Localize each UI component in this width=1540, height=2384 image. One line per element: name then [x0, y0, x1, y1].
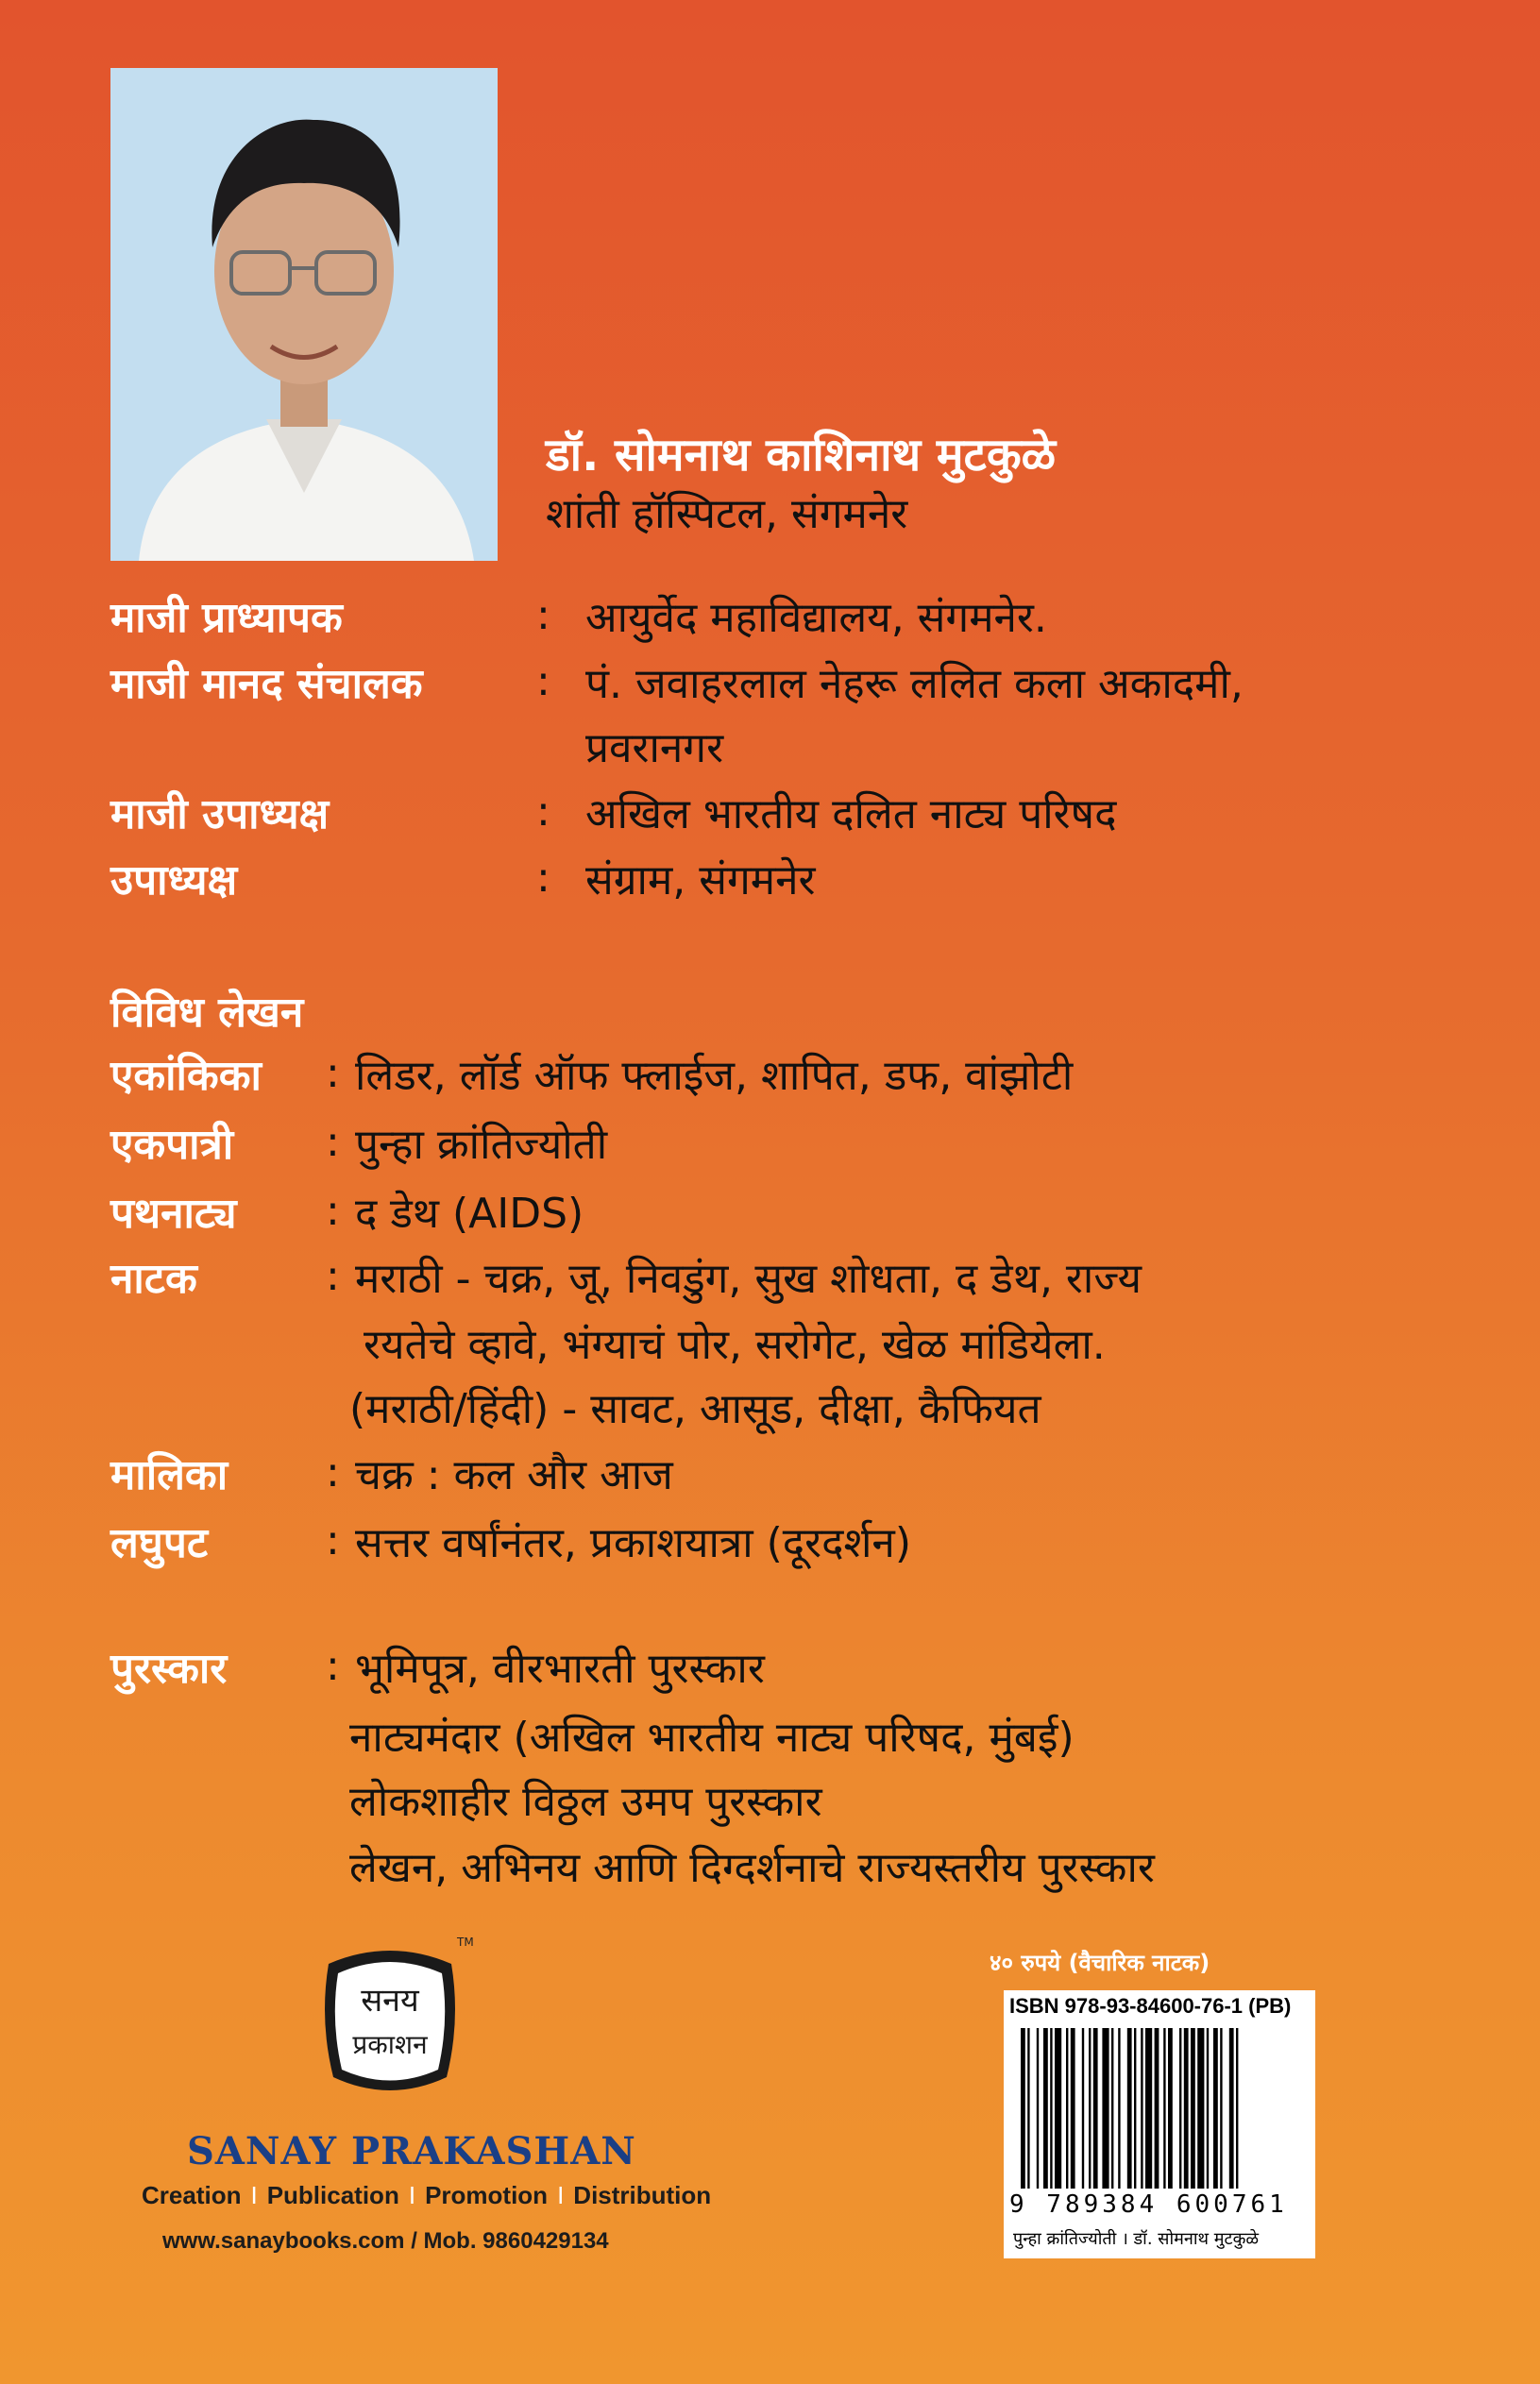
separator: I	[408, 2181, 416, 2209]
barcode-bar	[1134, 2028, 1136, 2189]
barcode-bar	[1043, 2028, 1048, 2189]
author-photo	[110, 68, 498, 561]
awards-label: पुरस्कार	[110, 1645, 228, 1693]
award-item: लेखन, अभिनय आणि दिग्दर्शनाचे राज्यस्तरीय पुरस्कार	[349, 1844, 1155, 1892]
position-label: माजी प्राध्यापक	[110, 594, 343, 642]
publisher-logo	[310, 1936, 470, 2105]
barcode-bar	[1191, 2028, 1195, 2189]
colon: :	[326, 1252, 340, 1300]
writing-value-continued: रयतेचे व्हावे, भंग्याचं पोर, सरोगेट, खेळ मांडियेला.	[364, 1321, 1106, 1369]
writing-label: मालिका	[110, 1451, 228, 1499]
publisher-contact: www.sanaybooks.com / Mob. 9860429134	[162, 2228, 609, 2254]
writing-label: नाटक	[110, 1255, 197, 1303]
award-item: लोकशाहीर विठ्ठल उमप पुरस्कार	[349, 1778, 822, 1826]
barcode-bar	[1093, 2028, 1098, 2189]
barcode-bar	[1118, 2028, 1120, 2189]
position-label: माजी मानद संचालक	[110, 660, 423, 708]
position-value: पं. जवाहरलाल नेहरू ललित कला अकादमी,	[585, 660, 1244, 708]
barcode-bar	[1089, 2028, 1091, 2189]
writing-heading: विविध लेखन	[110, 989, 304, 1037]
barcode-bar	[1066, 2028, 1068, 2189]
barcode-bar	[1179, 2028, 1181, 2189]
colon: :	[326, 1118, 340, 1166]
barcode-bar	[1050, 2028, 1052, 2189]
barcode-bar	[1220, 2028, 1222, 2189]
colon: :	[536, 854, 550, 902]
barcode-bar	[1141, 2028, 1142, 2189]
colon: :	[536, 657, 550, 705]
tag-item: Creation	[142, 2181, 242, 2209]
barcode-bar	[1207, 2028, 1209, 2189]
award-item: भूमिपूत्र, वीरभारती पुरस्कार	[355, 1645, 765, 1693]
position-label: माजी उपाध्यक्ष	[110, 790, 330, 838]
writing-value: द डेथ (AIDS)	[355, 1190, 584, 1238]
position-value-continued: प्रवरानगर	[585, 724, 724, 772]
barcode-bar	[1236, 2028, 1238, 2189]
barcode-bar	[1197, 2028, 1204, 2189]
barcode-bar	[1082, 2028, 1084, 2189]
writing-label: एकांकिका	[110, 1052, 262, 1100]
tag-item: Distribution	[573, 2181, 712, 2209]
tag-item: Promotion	[425, 2181, 549, 2209]
isbn-text: ISBN 978-93-84600-76-1 (PB)	[1009, 1994, 1292, 2018]
author-place: शांती हॉस्पिटल, संगमनेर	[546, 490, 908, 538]
logo-text-line2: प्रकाशन	[352, 2029, 428, 2060]
logo-text-line1: सनय	[361, 1982, 419, 2020]
colon: :	[536, 591, 550, 639]
writing-value-continued: (मराठी/हिंदी) - सावट, आसूड, दीक्षा, कैफियत	[349, 1385, 1041, 1433]
colon: :	[326, 1049, 340, 1097]
barcode	[1021, 2028, 1304, 2189]
barcode-bar	[1111, 2028, 1113, 2189]
barcode-bar	[1163, 2028, 1165, 2189]
barcode-bar	[1055, 2028, 1061, 2189]
separator: I	[557, 2181, 565, 2209]
spine-caption-box	[1004, 2219, 1315, 2258]
tag-item: Publication	[266, 2181, 399, 2209]
price-label: ४० रुपये (वैचारिक नाटक)	[990, 1950, 1210, 1976]
writing-label: लघुपट	[110, 1519, 209, 1567]
barcode-bar	[1037, 2028, 1039, 2189]
writing-value: चक्र : कल और आज	[355, 1451, 673, 1499]
barcode-bar	[1021, 2028, 1025, 2189]
colon: :	[536, 787, 550, 836]
book-caption: पुन्हा क्रांतिज्योती । डॉ. सोमनाथ मुटकुळे	[1013, 2229, 1260, 2249]
writing-value: मराठी - चक्र, जू, निवडुंग, सुख शोधता, द डेथ, राज्य	[355, 1255, 1142, 1303]
colon: :	[326, 1448, 340, 1496]
barcode-bar	[1184, 2028, 1189, 2189]
barcode-bar	[1229, 2028, 1234, 2189]
barcode-bar	[1155, 2028, 1159, 2189]
barcode-panel	[1004, 1990, 1315, 2224]
writing-label: एकपात्री	[110, 1121, 234, 1169]
writing-value: पुन्हा क्रांतिज्योती	[355, 1121, 608, 1169]
colon: :	[326, 1187, 340, 1235]
barcode-bar	[1145, 2028, 1152, 2189]
barcode-bar	[1168, 2028, 1173, 2189]
barcode-bar	[1027, 2028, 1029, 2189]
publisher-name: SANAY PRAKASHAN	[187, 2129, 636, 2173]
position-value: अखिल भारतीय दलित नाट्य परिषद	[585, 790, 1117, 838]
barcode-bar	[1213, 2028, 1218, 2189]
colon: :	[326, 1642, 340, 1690]
barcode-digits: 9 789384 600761	[1009, 2190, 1288, 2219]
award-item: नाट्यमंदार (अखिल भारतीय नाट्य परिषद, मुंबई)	[349, 1714, 1075, 1762]
position-label: उपाध्यक्ष	[110, 856, 238, 905]
position-value: संग्राम, संगमनेर	[585, 856, 816, 905]
writing-value: सत्तर वर्षांनंतर, प्रकाशयात्रा (दूरदर्शन)	[355, 1519, 912, 1567]
author-name: डॉ. सोमनाथ काशिनाथ मुटकुळे	[546, 429, 1057, 482]
position-value: आयुर्वेद महाविद्यालय, संगमनेर.	[585, 594, 1047, 642]
publisher-tagline	[142, 2181, 711, 2210]
colon: :	[326, 1516, 340, 1564]
barcode-bar	[1102, 2028, 1108, 2189]
separator: I	[250, 2181, 258, 2209]
barcode-bar	[1071, 2028, 1075, 2189]
writing-value: लिडर, लॉर्ड ऑफ फ्लाईज, शापित, डफ, वांझोटी	[355, 1052, 1074, 1100]
trademark-mark: TM	[457, 1936, 474, 1949]
writing-label: पथनाट्य	[110, 1190, 237, 1238]
barcode-bar	[1127, 2028, 1132, 2189]
